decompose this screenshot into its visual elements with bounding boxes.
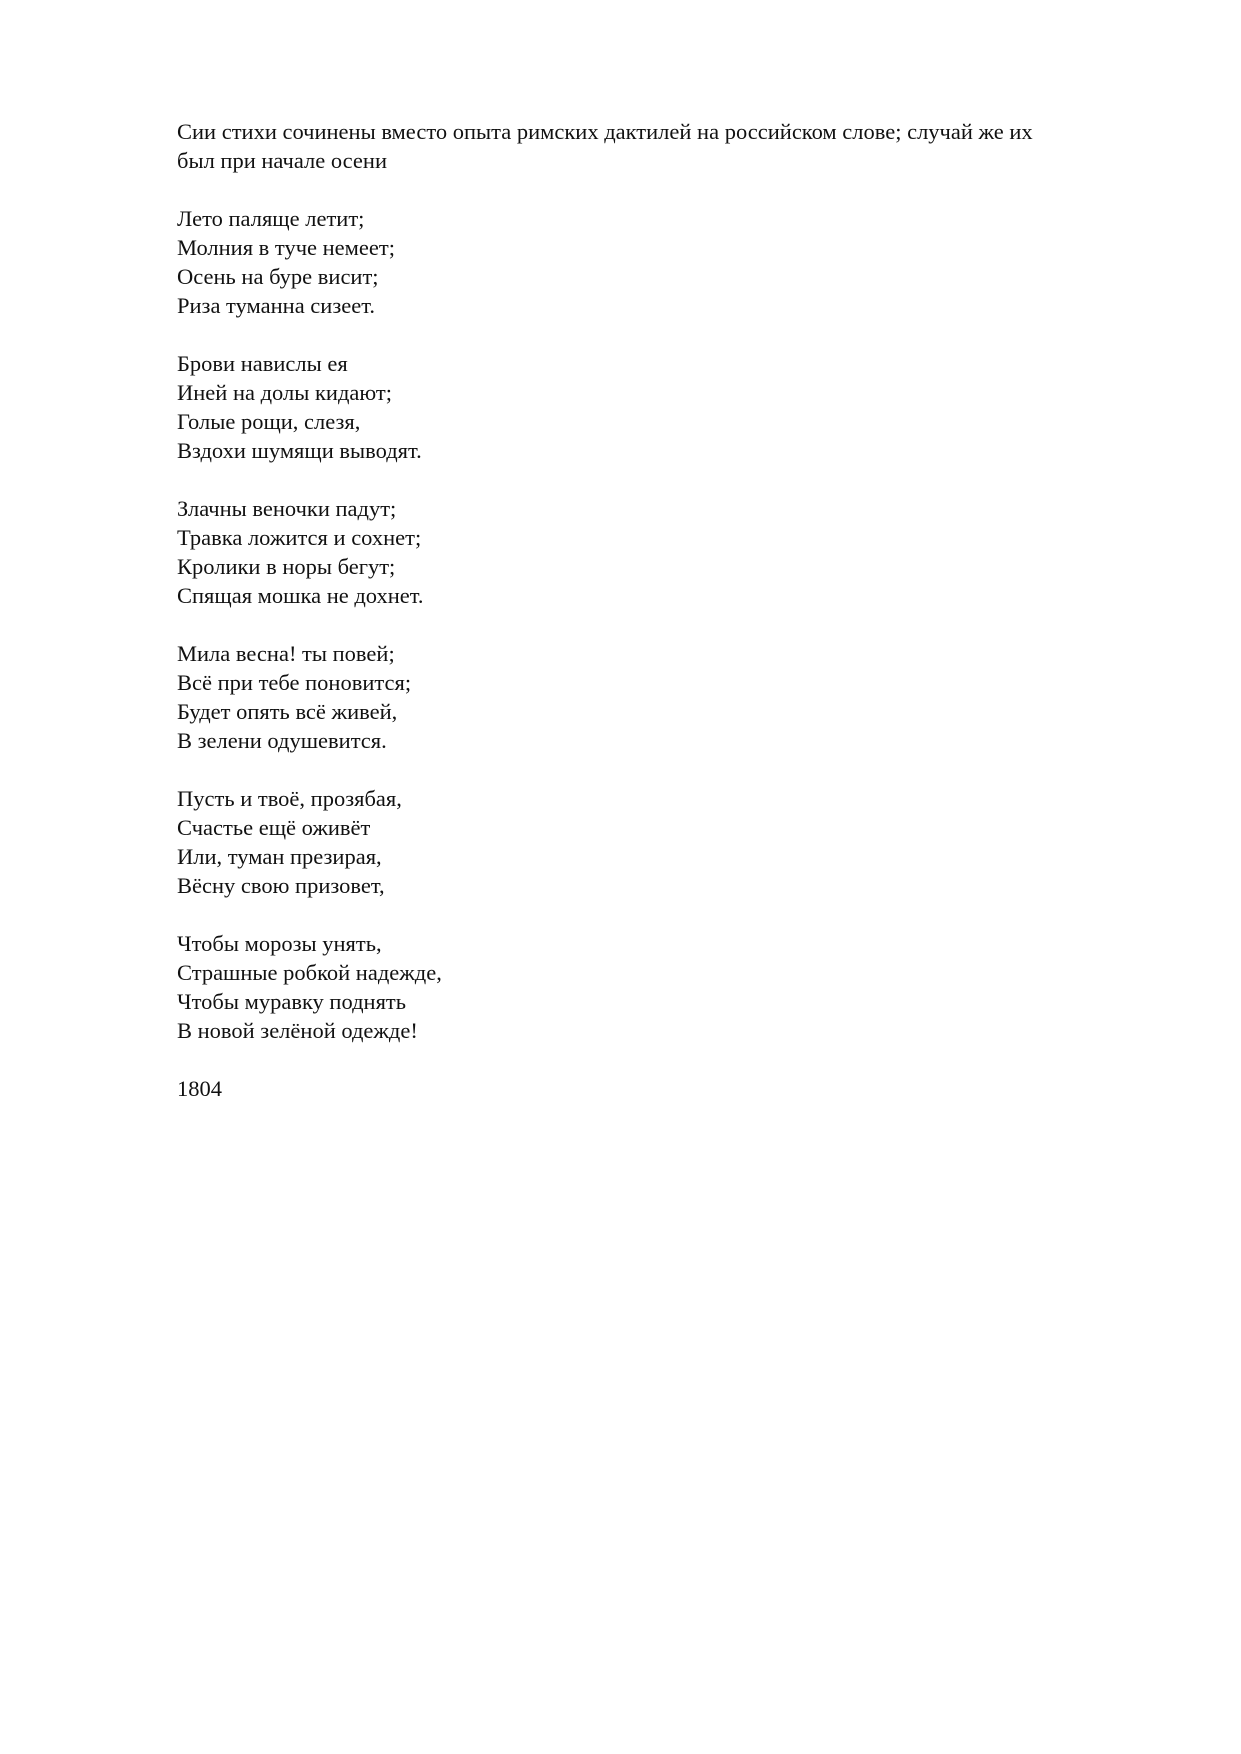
stanza (177, 349, 1137, 465)
verse-line: Счастье ещё оживёт (177, 815, 371, 840)
verse-line: Злачны веночки падут; (177, 496, 397, 521)
stanza (177, 494, 1137, 610)
verse-line: Голые рощи, слезя, (177, 409, 361, 434)
stanza (177, 784, 1137, 900)
verse-line: Вздохи шумящи выводят. (177, 438, 422, 463)
verse-line: В новой зелёной одежде! (177, 1018, 418, 1043)
verse-line: Чтобы муравку поднять (177, 989, 407, 1014)
intro-line: был при начале осени (177, 148, 387, 173)
verse-line: Риза туманна сизеет. (177, 293, 375, 318)
verse-line: Кролики в норы бегут; (177, 554, 396, 579)
verse-line: Или, туман презирая, (177, 844, 382, 869)
year-label: 1804 (177, 1076, 222, 1101)
intro-line: Сии стихи сочинены вместо опыта римских дактилей на российском слове; случай же их (177, 119, 1033, 144)
verse-line: Пусть и твоё, прозябая, (177, 786, 402, 811)
verse-line: Вёсну свою призовет, (177, 873, 385, 898)
stanza (177, 204, 1137, 320)
stanza (177, 929, 1137, 1045)
verse-line: Молния в туче немеет; (177, 235, 395, 260)
verse-line: Травка ложится и сохнет; (177, 525, 422, 550)
verse-line: Страшные робкой надежде, (177, 960, 442, 985)
verse-line: Всё при тебе поновится; (177, 670, 412, 695)
stanza (177, 639, 1137, 755)
verse-line: Будет опять всё живей, (177, 699, 398, 724)
verse-line: Осень на буре висит; (177, 264, 379, 289)
verse-line: Иней на долы кидают; (177, 380, 392, 405)
verse-line: В зелени одушевится. (177, 728, 387, 753)
poem-text-block (177, 117, 1137, 1103)
verse-line: Брови навислы ея (177, 351, 348, 376)
verse-line: Мила весна! ты повей; (177, 641, 395, 666)
verse-line: Спящая мошка не дохнет. (177, 583, 424, 608)
verse-line: Чтобы морозы унять, (177, 931, 382, 956)
verse-line: Лето паляще летит; (177, 206, 365, 231)
intro-paragraph (177, 117, 1137, 175)
